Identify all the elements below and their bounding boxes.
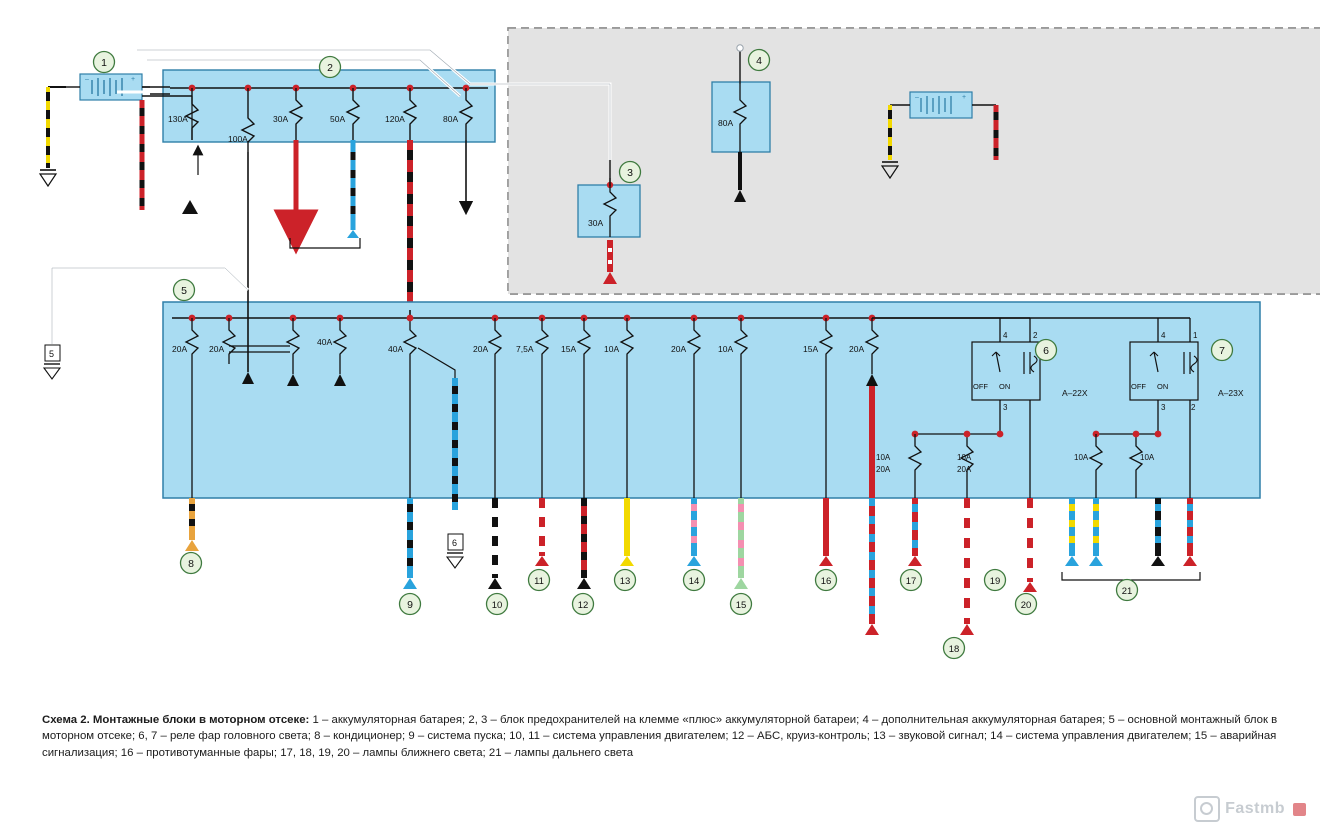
svg-text:11: 11: [534, 576, 544, 587]
svg-text:OFF: OFF: [1131, 382, 1146, 391]
output-10: [488, 498, 502, 589]
svg-text:20A: 20A: [209, 344, 225, 354]
svg-text:3: 3: [1003, 403, 1008, 412]
svg-text:A–23X: A–23X: [1218, 388, 1244, 398]
output-19: [960, 498, 974, 635]
svg-text:10A: 10A: [1140, 453, 1155, 462]
battery-1: [66, 74, 150, 100]
output-16: [819, 498, 833, 566]
wire-50a: [347, 140, 359, 238]
svg-text:8: 8: [188, 558, 194, 570]
svg-text:20A: 20A: [876, 465, 891, 474]
output-12: [577, 498, 591, 589]
svg-text:13: 13: [619, 576, 631, 587]
svg-text:2: 2: [1033, 331, 1038, 340]
watermark-text: Fastmb: [1225, 800, 1285, 817]
svg-text:A–22X: A–22X: [1062, 388, 1088, 398]
svg-text:5: 5: [181, 285, 187, 297]
main-fuse-block-5: [163, 302, 1260, 498]
svg-text:10A: 10A: [1074, 453, 1089, 462]
svg-text:6: 6: [1043, 345, 1049, 357]
svg-text:80A: 80A: [443, 114, 459, 124]
svg-text:9: 9: [407, 599, 413, 611]
svg-text:10A: 10A: [604, 344, 620, 354]
svg-text:20A: 20A: [473, 344, 489, 354]
output-13: [620, 498, 634, 566]
svg-text:20A: 20A: [957, 465, 972, 474]
svg-text:ON: ON: [1157, 382, 1169, 391]
svg-text:7,5A: 7,5A: [516, 344, 534, 354]
output-17: [908, 498, 922, 566]
svg-text:OFF: OFF: [973, 382, 988, 391]
svg-text:20A: 20A: [849, 344, 865, 354]
svg-text:2: 2: [1191, 403, 1196, 412]
svg-text:15: 15: [735, 600, 747, 611]
svg-text:30A: 30A: [588, 218, 604, 228]
svg-text:15A: 15A: [803, 344, 819, 354]
svg-text:10A: 10A: [876, 453, 891, 462]
svg-text:12: 12: [577, 600, 589, 611]
svg-text:ON: ON: [999, 382, 1011, 391]
bracket-30-50: [290, 238, 360, 248]
logo-mark-icon: [1194, 796, 1220, 822]
watermark-logo: [1194, 796, 1306, 822]
caption-body: 1 – аккумуляторная батарея; 2, 3 – блок предохранителей на клемме «плюс» аккумуляторной батареи; 4 – дополнительная аккумуляторная батарея; 5 – основной монтажный блок в моторном отсеке; 6, 7 – реле фар головного света; 8 – кондиционер; 9 – система пуска; 10, 11 – система управления двигателем; 12 – АБС, круиз-контроль; 13 – звуковой сигнал; 14 – система управления двигателем; 15 – аварийная сигнализация; 16 – противотуманные фары; 17, 18, 19, 20 – лампы ближнего света; 21 – лампы дальнего света: [42, 714, 1278, 759]
svg-text:120A: 120A: [385, 114, 405, 124]
svg-text:4: 4: [1161, 331, 1166, 340]
svg-text:+: +: [962, 94, 967, 101]
output-20: [1023, 498, 1037, 592]
triangle-marker: [182, 200, 198, 214]
svg-text:18: 18: [948, 644, 960, 655]
figure-caption: [42, 712, 1282, 761]
svg-text:100A: 100A: [228, 134, 248, 144]
svg-text:+: +: [131, 76, 136, 83]
wire-battery-ground: [40, 87, 66, 186]
svg-text:40A: 40A: [317, 337, 333, 347]
svg-text:10A: 10A: [957, 453, 972, 462]
svg-text:20: 20: [1020, 600, 1032, 611]
svg-text:17: 17: [905, 576, 917, 587]
svg-text:2: 2: [327, 62, 333, 74]
svg-text:130A: 130A: [168, 114, 188, 124]
svg-text:10: 10: [491, 600, 503, 611]
svg-text:4: 4: [1003, 331, 1008, 340]
svg-text:20A: 20A: [671, 344, 687, 354]
output-11: [535, 498, 549, 566]
svg-text:15A: 15A: [561, 344, 577, 354]
svg-text:5: 5: [49, 349, 55, 359]
svg-text:–: –: [915, 94, 919, 101]
svg-text:30A: 30A: [273, 114, 289, 124]
output-14: [687, 498, 701, 566]
svg-text:20A: 20A: [172, 344, 188, 354]
svg-text:–: –: [85, 76, 89, 83]
svg-text:80A: 80A: [718, 118, 734, 128]
svg-text:3: 3: [627, 167, 633, 179]
svg-text:40A: 40A: [388, 344, 404, 354]
svg-text:21: 21: [1121, 586, 1133, 597]
output-8: [185, 498, 199, 551]
svg-text:7: 7: [1219, 345, 1225, 357]
svg-text:16: 16: [820, 576, 832, 587]
svg-text:1: 1: [101, 57, 107, 69]
svg-text:19: 19: [989, 576, 1001, 587]
svg-text:4: 4: [756, 55, 762, 67]
logo-accent-square: [1293, 803, 1306, 816]
svg-text:1: 1: [1193, 331, 1198, 340]
svg-text:50A: 50A: [330, 114, 346, 124]
svg-text:14: 14: [688, 576, 700, 587]
output-9: [403, 498, 417, 589]
output-21: [1062, 498, 1200, 582]
svg-text:6: 6: [452, 538, 458, 548]
caption-lead: Схема 2. Монтажные блоки в моторном отсеке:: [42, 714, 310, 726]
svg-text:10A: 10A: [718, 344, 734, 354]
output-15: [734, 498, 748, 589]
svg-text:3: 3: [1161, 403, 1166, 412]
